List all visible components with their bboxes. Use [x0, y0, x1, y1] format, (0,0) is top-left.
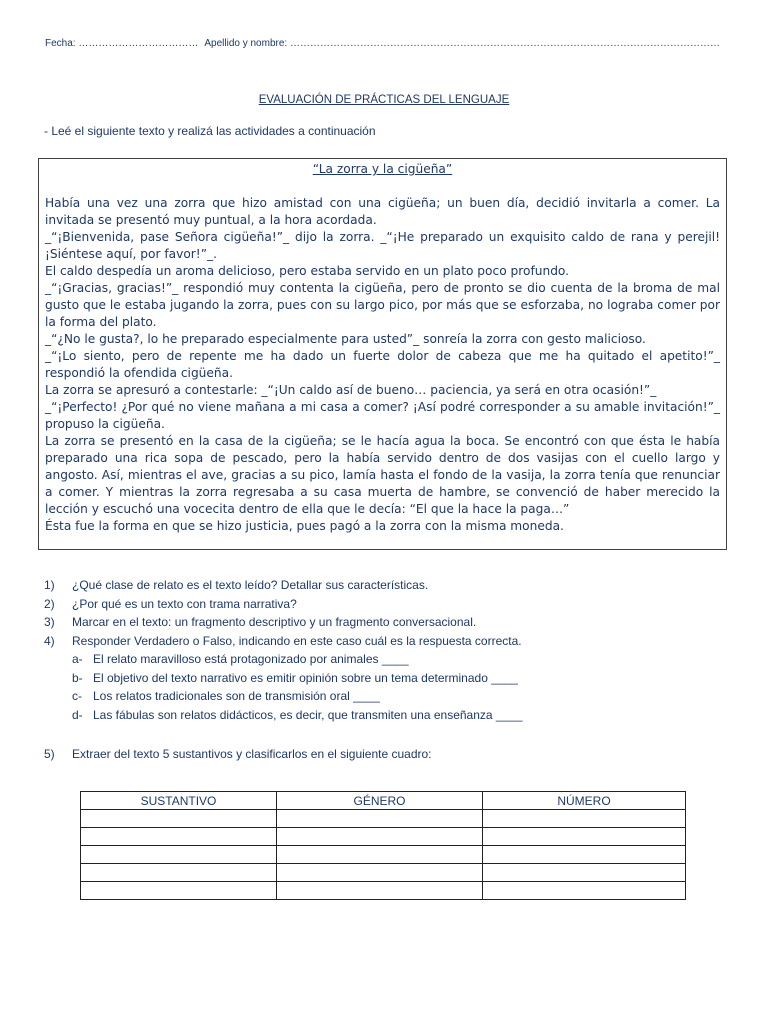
true-false-item: [44, 650, 734, 669]
question-text: ¿Por qué es un texto con trama narrativa?: [72, 596, 297, 611]
table-cell[interactable]: [483, 846, 686, 864]
story-paragraph: _“¿No le gusta?, lo he preparado especialmente para usted”_ sonreía la zorra con gesto malicioso.: [45, 332, 646, 346]
table-cell[interactable]: [81, 846, 277, 864]
table-cell[interactable]: [81, 882, 277, 900]
table-cell[interactable]: [81, 810, 277, 828]
table-cell[interactable]: [277, 882, 483, 900]
story-paragraph: _“¡Bienvenida, pase Señora cigüeña!”_ dijo la zorra. _“¡He preparado un exquisito caldo de rana y perejil! ¡Siéntese aquí, por favor!”_.: [45, 230, 720, 261]
question-item: [44, 745, 734, 763]
question-item: [44, 632, 734, 651]
story-title: “La zorra y la cigüeña”: [312, 162, 453, 176]
item-text: El relato maravilloso está protagonizado por animales ____: [93, 652, 409, 666]
question-item: [44, 576, 734, 595]
question-number: 5): [44, 747, 55, 761]
table-row: [81, 882, 686, 900]
table-cell[interactable]: [277, 846, 483, 864]
table-row: [81, 846, 686, 864]
table-cell[interactable]: [483, 882, 686, 900]
story-paragraph: _“¡Gracias, gracias!”_ respondió muy contenta la cigüeña, pero de pronto se dio cuenta de la broma de mal gusto que le estaba jugando la zorra, pues con su largo pico, por más que se esforzaba, no lograba comer por la forma del plato.: [45, 281, 720, 329]
item-letter: a-: [72, 652, 83, 666]
table-cell[interactable]: [483, 864, 686, 882]
question-text: Marcar en el texto: un fragmento descriptivo y un fragmento conversacional.: [72, 615, 477, 629]
question-text: ¿Qué clase de relato es el texto leído? Detallar sus características.: [72, 578, 429, 592]
question-item: [44, 613, 734, 632]
story-paragraph: _“¡Lo siento, pero de repente me ha dado un fuerte dolor de cabeza que me ha quitado el apetito!”_ respondió la ofendida cigüeña.: [45, 349, 720, 380]
item-text: Los relatos tradicionales son de transmisión oral ____: [93, 689, 380, 703]
table-cell[interactable]: [277, 810, 483, 828]
item-text: El objetivo del texto narrativo es emitir opinión sobre un tema determinado ____: [93, 670, 518, 685]
question-number: 3): [44, 615, 55, 629]
question-number: 2): [44, 596, 55, 611]
story-paragraph: La zorra se presentó en la casa de la cigüeña; se le hacía agua la boca. Se encontró con que ésta le había preparado una rica sopa de pescado, pero la había servido dentro de dos vasijas con el cuello largo y angosto. Así, mientras el ave, gracias a su pico, lamía hasta el fondo de la vasija, la zorra tenía que renunciar a comer. Y mientras la zorra regresaba a su casa muerta de hambre, se convenció de haber merecido la lección y escuchó una vocecita dentro de ella que le decía: “El que la hace la paga…”: [45, 434, 720, 516]
table-header-row: [81, 792, 686, 810]
table-cell[interactable]: [483, 828, 686, 846]
true-false-item: [44, 706, 734, 725]
column-header-numero: NÚMERO: [483, 792, 686, 810]
story-paragraph: Había una vez una zorra que hizo amistad con una cigüeña; un buen día, decidió invitarla a comer. La invitada se presentó muy puntual, a la hora acordada.: [45, 196, 720, 227]
header-line: [45, 38, 720, 49]
table-row: [81, 810, 686, 828]
question-list: [44, 576, 734, 724]
instruction: - Leé el siguiente texto y realizá las actividades a continuación: [44, 124, 376, 138]
question-text: Extraer del texto 5 sustantivos y clasificarlos en el siguiente cuadro:: [72, 747, 432, 761]
table-cell[interactable]: [81, 864, 277, 882]
table-row: [81, 828, 686, 846]
question-number: 1): [44, 578, 55, 592]
date-field[interactable]: Fecha: ………………………………: [45, 38, 199, 49]
story-paragraph: _“¡Perfecto! ¿Por qué no viene mañana a mi casa a comer? ¡Así podré corresponder a su amable invitación!”_ propuso la cigüeña.: [45, 400, 720, 431]
question-item: [44, 595, 734, 614]
item-letter: d-: [72, 707, 83, 722]
story-box: [38, 158, 727, 550]
table-row: [81, 864, 686, 882]
table-cell[interactable]: [483, 810, 686, 828]
story-paragraph: La zorra se apresuró a contestarle: _“¡Un caldo así de bueno… paciencia, ya será en otra ocasión!”_: [45, 383, 657, 397]
item-letter: b-: [72, 670, 83, 685]
item-letter: c-: [72, 689, 82, 703]
table-cell[interactable]: [277, 828, 483, 846]
column-header-sustantivo: SUSTANTIVO: [81, 792, 277, 810]
noun-classification-table: [80, 791, 686, 900]
true-false-item: [44, 669, 734, 688]
question-text: Responder Verdadero o Falso, indicando en este caso cuál es la respuesta correcta.: [72, 633, 522, 648]
story-paragraph: Ésta fue la forma en que se hizo justicia, pues pagó a la zorra con la misma moneda.: [45, 519, 564, 533]
table-cell[interactable]: [81, 828, 277, 846]
item-text: Las fábulas son relatos didácticos, es decir, que transmiten una enseñanza ____: [93, 707, 523, 722]
story-paragraph: El caldo despedía un aroma delicioso, pero estaba servido en un plato poco profundo.: [45, 264, 570, 278]
column-header-genero: GÉNERO: [277, 792, 483, 810]
name-field[interactable]: Apellido y nombre: …………………………………………………………………………………………………………………: [204, 38, 720, 49]
page-title: EVALUACIÓN DE PRÁCTICAS DEL LENGUAJE: [258, 94, 510, 106]
true-false-item: [44, 687, 734, 706]
table-cell[interactable]: [277, 864, 483, 882]
question-number: 4): [44, 633, 55, 648]
